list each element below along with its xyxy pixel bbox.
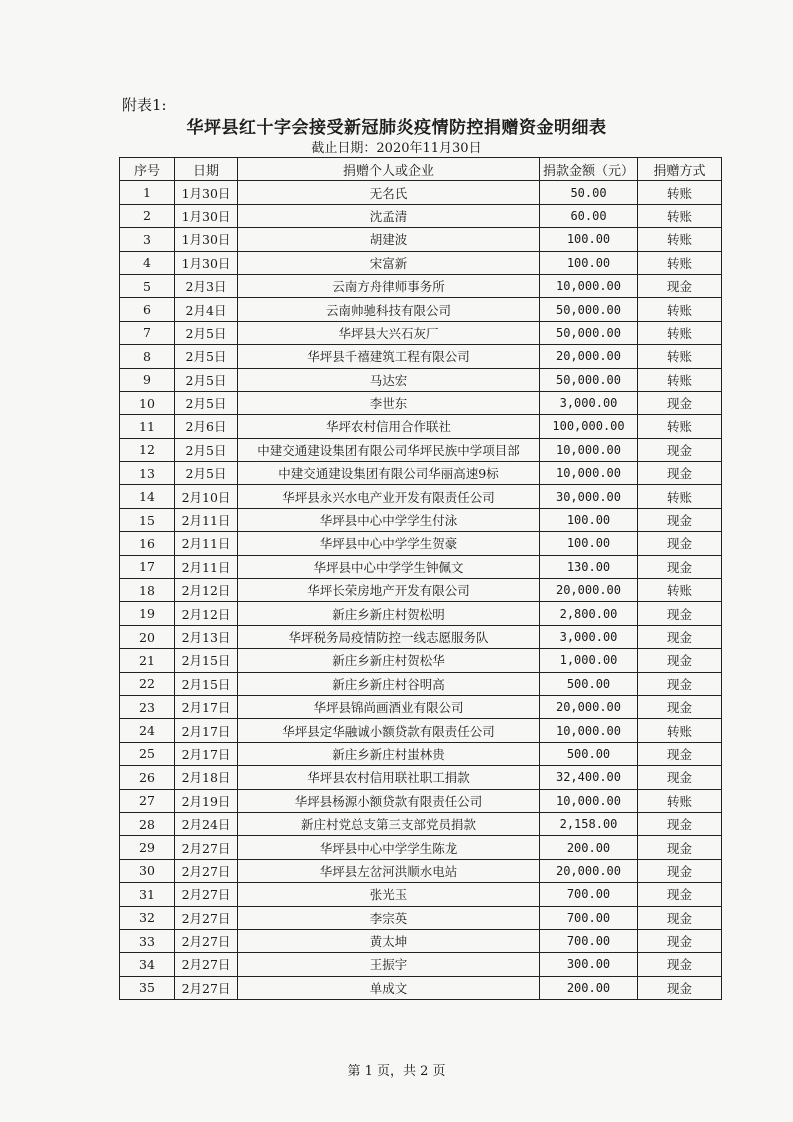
cell-amount: 100.00 [540,251,638,274]
cell-method: 现金 [638,625,722,648]
header-index: 序号 [120,158,175,181]
cell-index: 7 [120,321,175,344]
cell-index: 6 [120,298,175,321]
cell-amount: 200.00 [540,836,638,859]
cell-index: 33 [120,929,175,952]
table-row [120,695,722,718]
cell-amount: 300.00 [540,953,638,976]
cell-donor: 沈孟清 [238,204,540,227]
table-row [120,625,722,648]
cell-method: 现金 [638,836,722,859]
cell-date: 2月15日 [175,672,238,695]
cell-date: 2月5日 [175,345,238,368]
cell-date: 2月11日 [175,532,238,555]
table-row [120,485,722,508]
table-row [120,719,722,742]
cell-amount: 700.00 [540,906,638,929]
deadline-date: 截止日期：2020年11月30日 [311,141,482,156]
cell-index: 31 [120,883,175,906]
cell-method: 转账 [638,719,722,742]
cell-amount: 10,000.00 [540,462,638,485]
cell-date: 2月5日 [175,438,238,461]
cell-index: 30 [120,859,175,882]
cell-donor: 李宗英 [238,906,540,929]
cell-date: 2月27日 [175,976,238,999]
cell-amount: 50,000.00 [540,368,638,391]
cell-method: 现金 [638,812,722,835]
cell-index: 35 [120,976,175,999]
table-row [120,228,722,251]
cell-amount: 3,000.00 [540,391,638,414]
cell-date: 2月11日 [175,555,238,578]
cell-index: 4 [120,251,175,274]
cell-amount: 500.00 [540,742,638,765]
cell-method: 现金 [638,742,722,765]
cell-date: 2月4日 [175,298,238,321]
cell-amount: 32,400.00 [540,766,638,789]
cell-date: 2月27日 [175,906,238,929]
cell-donor: 华坪长荣房地产开发有限公司 [238,579,540,602]
cell-donor: 华坪农村信用合作联社 [238,415,540,438]
cell-amount: 10,000.00 [540,789,638,812]
cell-index: 16 [120,532,175,555]
cell-date: 2月27日 [175,929,238,952]
donation-table [119,157,722,1000]
cell-amount: 1,000.00 [540,649,638,672]
table-row [120,532,722,555]
cell-donor: 张光玉 [238,883,540,906]
cell-date: 2月17日 [175,695,238,718]
table-row [120,368,722,391]
table-row [120,415,722,438]
cell-amount: 700.00 [540,883,638,906]
cell-date: 2月24日 [175,812,238,835]
table-row [120,976,722,999]
table-row [120,345,722,368]
cell-date: 2月17日 [175,742,238,765]
cell-index: 27 [120,789,175,812]
table-row [120,298,722,321]
cell-date: 1月30日 [175,181,238,204]
cell-amount: 100.00 [540,532,638,555]
cell-donor: 华坪县永兴水电产业开发有限责任公司 [238,485,540,508]
cell-donor: 华坪县定华融诚小额贷款有限责任公司 [238,719,540,742]
cell-index: 29 [120,836,175,859]
cell-date: 2月5日 [175,391,238,414]
cell-index: 34 [120,953,175,976]
cell-donor: 新庄乡新庄村蚩林贵 [238,742,540,765]
cell-donor: 华坪县农村信用联社职工捐款 [238,766,540,789]
cell-date: 2月18日 [175,766,238,789]
cell-method: 现金 [638,532,722,555]
cell-date: 2月13日 [175,625,238,648]
cell-donor: 华坪县中心中学学生钟佩文 [238,555,540,578]
cell-donor: 王振宇 [238,953,540,976]
table-row [120,462,722,485]
cell-donor: 华坪县中心中学学生付泳 [238,508,540,531]
cell-donor: 华坪县锦尚画酒业有限公司 [238,695,540,718]
cell-donor: 华坪县大兴石灰厂 [238,321,540,344]
cell-donor: 新庄乡新庄村谷明高 [238,672,540,695]
table-row [120,274,722,297]
cell-amount: 2,800.00 [540,602,638,625]
cell-method: 现金 [638,274,722,297]
cell-date: 2月5日 [175,368,238,391]
cell-index: 2 [120,204,175,227]
cell-date: 2月12日 [175,602,238,625]
cell-method: 现金 [638,508,722,531]
cell-index: 23 [120,695,175,718]
table-row [120,812,722,835]
cell-amount: 100.00 [540,228,638,251]
cell-donor: 单成文 [238,976,540,999]
cell-method: 现金 [638,438,722,461]
cell-amount: 10,000.00 [540,719,638,742]
cell-amount: 10,000.00 [540,438,638,461]
cell-index: 28 [120,812,175,835]
cell-date: 2月27日 [175,836,238,859]
cell-index: 13 [120,462,175,485]
cell-date: 2月5日 [175,462,238,485]
cell-index: 32 [120,906,175,929]
table-header-row [120,158,722,181]
table-row [120,742,722,765]
cell-amount: 50.00 [540,181,638,204]
cell-method: 现金 [638,906,722,929]
cell-method: 转账 [638,485,722,508]
cell-index: 22 [120,672,175,695]
cell-date: 2月17日 [175,719,238,742]
cell-donor: 中建交通建设集团有限公司华丽高速9标 [238,462,540,485]
cell-date: 1月30日 [175,204,238,227]
cell-method: 转账 [638,415,722,438]
cell-date: 2月5日 [175,321,238,344]
cell-index: 1 [120,181,175,204]
cell-index: 5 [120,274,175,297]
cell-index: 20 [120,625,175,648]
cell-donor: 马达宏 [238,368,540,391]
cell-method: 转账 [638,228,722,251]
cell-donor: 新庄乡新庄村贺松华 [238,649,540,672]
table-row [120,579,722,602]
cell-donor: 云南帅驰科技有限公司 [238,298,540,321]
page-footer: 第 1 页，共 2 页 [347,1064,446,1079]
cell-index: 17 [120,555,175,578]
cell-donor: 华坪县千禧建筑工程有限公司 [238,345,540,368]
table-row [120,859,722,882]
cell-amount: 500.00 [540,672,638,695]
table-row [120,953,722,976]
cell-method: 转账 [638,181,722,204]
cell-date: 1月30日 [175,228,238,251]
cell-method: 现金 [638,462,722,485]
cell-index: 8 [120,345,175,368]
cell-index: 19 [120,602,175,625]
cell-donor: 华坪县左岔河洪顺水电站 [238,859,540,882]
table-row [120,181,722,204]
table-row [120,508,722,531]
cell-date: 2月27日 [175,859,238,882]
table-row [120,906,722,929]
cell-donor: 中建交通建设集团有限公司华坪民族中学项目部 [238,438,540,461]
cell-method: 转账 [638,298,722,321]
cell-donor: 华坪税务局疫情防控一线志愿服务队 [238,625,540,648]
cell-index: 11 [120,415,175,438]
cell-method: 现金 [638,883,722,906]
cell-amount: 50,000.00 [540,298,638,321]
cell-date: 2月12日 [175,579,238,602]
table-row [120,929,722,952]
cell-donor: 胡建波 [238,228,540,251]
cell-method: 现金 [638,766,722,789]
table-row [120,438,722,461]
cell-method: 现金 [638,672,722,695]
cell-index: 24 [120,719,175,742]
table-row [120,555,722,578]
cell-method: 转账 [638,368,722,391]
cell-method: 现金 [638,953,722,976]
cell-method: 现金 [638,555,722,578]
cell-donor: 华坪县中心中学学生贺豪 [238,532,540,555]
cell-method: 转账 [638,345,722,368]
cell-donor: 黄太坤 [238,929,540,952]
cell-method: 现金 [638,976,722,999]
cell-donor: 新庄乡新庄村贺松明 [238,602,540,625]
cell-amount: 20,000.00 [540,345,638,368]
cell-amount: 20,000.00 [540,695,638,718]
table-row [120,602,722,625]
cell-amount: 100.00 [540,508,638,531]
table-row [120,836,722,859]
cell-method: 现金 [638,602,722,625]
cell-amount: 20,000.00 [540,859,638,882]
cell-date: 1月30日 [175,251,238,274]
cell-index: 12 [120,438,175,461]
cell-index: 25 [120,742,175,765]
cell-index: 15 [120,508,175,531]
cell-donor: 新庄村党总支第三支部党员捐款 [238,812,540,835]
cell-date: 2月15日 [175,649,238,672]
cell-donor: 李世东 [238,391,540,414]
header-donor: 捐赠个人或企业 [238,158,540,181]
cell-method: 转账 [638,321,722,344]
table-row [120,204,722,227]
cell-amount: 700.00 [540,929,638,952]
annex-label: 附表1: [122,96,167,114]
cell-donor: 华坪县杨源小额贷款有限责任公司 [238,789,540,812]
cell-method: 现金 [638,391,722,414]
cell-date: 2月11日 [175,508,238,531]
cell-index: 10 [120,391,175,414]
cell-index: 3 [120,228,175,251]
cell-index: 21 [120,649,175,672]
table-row [120,649,722,672]
cell-amount: 2,158.00 [540,812,638,835]
table-row [120,251,722,274]
cell-amount: 100,000.00 [540,415,638,438]
table-row [120,321,722,344]
cell-method: 现金 [638,859,722,882]
cell-amount: 60.00 [540,204,638,227]
cell-donor: 宋富新 [238,251,540,274]
cell-method: 现金 [638,649,722,672]
cell-amount: 30,000.00 [540,485,638,508]
cell-index: 9 [120,368,175,391]
cell-amount: 50,000.00 [540,321,638,344]
cell-method: 现金 [638,929,722,952]
table-row [120,789,722,812]
table-row [120,766,722,789]
header-amount: 捐款金额（元） [540,158,638,181]
cell-donor: 云南方舟律师事务所 [238,274,540,297]
cell-amount: 10,000.00 [540,274,638,297]
cell-amount: 130.00 [540,555,638,578]
table-row [120,883,722,906]
cell-method: 现金 [638,695,722,718]
cell-index: 26 [120,766,175,789]
cell-date: 2月10日 [175,485,238,508]
cell-amount: 200.00 [540,976,638,999]
table-row [120,391,722,414]
cell-donor: 华坪县中心中学学生陈龙 [238,836,540,859]
table-body [120,181,722,1000]
cell-amount: 3,000.00 [540,625,638,648]
cell-donor: 无名氏 [238,181,540,204]
cell-amount: 20,000.00 [540,579,638,602]
cell-date: 2月27日 [175,883,238,906]
table-row [120,672,722,695]
cell-date: 2月19日 [175,789,238,812]
header-method: 捐赠方式 [638,158,722,181]
cell-index: 18 [120,579,175,602]
cell-index: 14 [120,485,175,508]
cell-method: 转账 [638,579,722,602]
cell-date: 2月3日 [175,274,238,297]
cell-method: 转账 [638,204,722,227]
cell-method: 转账 [638,789,722,812]
page-title: 华坪县红十字会接受新冠肺炎疫情防控捐赠资金明细表 [186,118,607,138]
header-date: 日期 [175,158,238,181]
cell-date: 2月6日 [175,415,238,438]
cell-date: 2月27日 [175,953,238,976]
cell-method: 转账 [638,251,722,274]
